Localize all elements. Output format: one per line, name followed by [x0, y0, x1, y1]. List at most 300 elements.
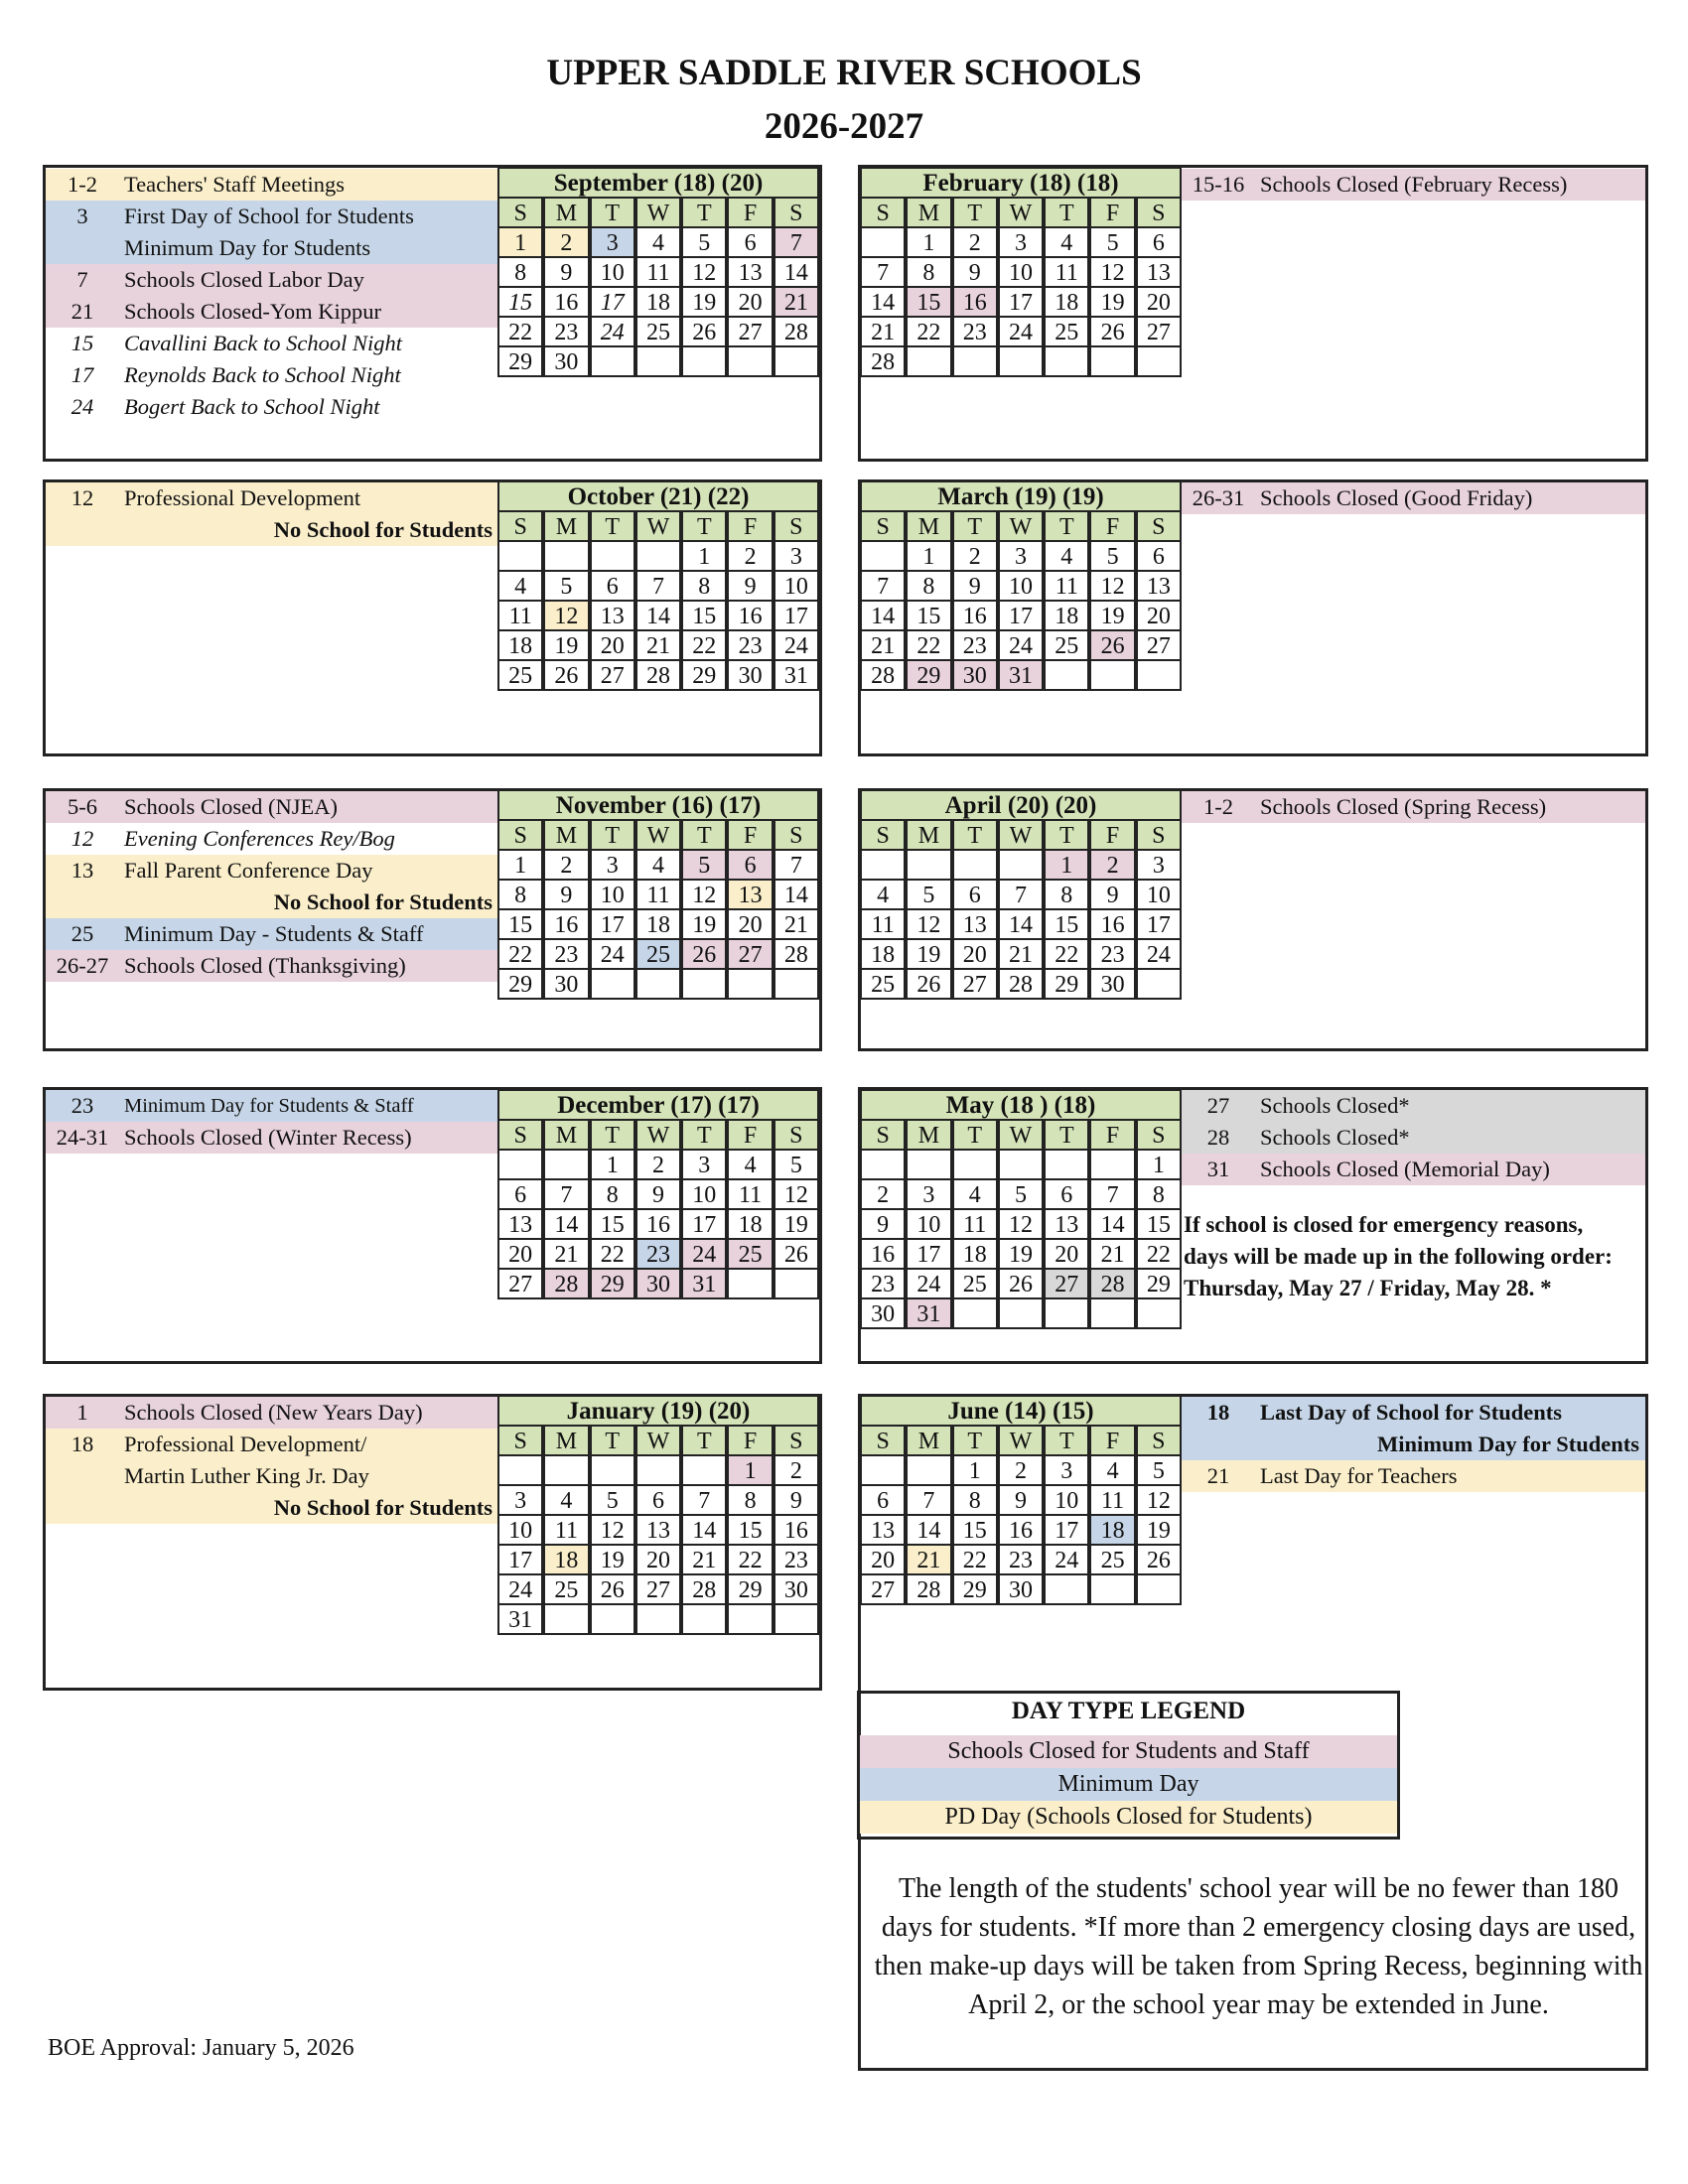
calendar-day: 31: [497, 1603, 543, 1635]
calendar-day: 17: [998, 286, 1044, 318]
calendar-day: 27: [860, 1573, 906, 1605]
empty-cell: [998, 1149, 1044, 1180]
calendar-day: 22: [906, 629, 951, 661]
calendar-day: 3: [497, 1484, 543, 1516]
calendar-day: 10: [590, 879, 635, 910]
calendar-day: 30: [635, 1268, 681, 1299]
calendar-day: 23: [543, 938, 589, 970]
calendar-day: 2: [952, 540, 998, 572]
calendar-day: 30: [543, 968, 589, 1000]
calendar-day: 6: [590, 570, 635, 602]
calendar-day: 7: [860, 570, 906, 602]
weekday-header: W: [635, 1119, 681, 1151]
calendar-day: 31: [774, 659, 819, 691]
calendar-day: 25: [1044, 316, 1089, 347]
event-row: [46, 1492, 498, 1524]
weekday-header: T: [590, 197, 635, 228]
calendar-day: 23: [860, 1268, 906, 1299]
event-date: 23: [70, 1093, 94, 1118]
empty-cell: [1136, 659, 1182, 691]
calendar-day: 18: [727, 1208, 773, 1240]
calendar-day: 2: [543, 226, 589, 258]
calendar-day: 4: [497, 570, 543, 602]
event-text: Last Day for Teachers: [1260, 1463, 1458, 1488]
calendar-day: 8: [681, 570, 727, 602]
empty-cell: [1089, 1297, 1135, 1329]
event-row: [46, 514, 498, 546]
emergency-note: If school is closed for emergency reasons, days will be made up in the following order: Thursday, May 27 / Friday, May 28. *: [1184, 1212, 1613, 1300]
calendar-day: 2: [1089, 849, 1135, 881]
calendar-day: 14: [774, 256, 819, 288]
calendar-day: 14: [998, 908, 1044, 940]
event-row: [46, 887, 498, 918]
event-date: 26-27: [56, 953, 109, 978]
event-text: Cavallini Back to School Night: [124, 331, 402, 355]
calendar-day: 17: [1044, 1514, 1089, 1546]
calendar-day: 25: [543, 1573, 589, 1605]
event-row: [46, 264, 498, 296]
calendar-day: 4: [1044, 540, 1089, 572]
weekday-header: T: [590, 1119, 635, 1151]
calendar-day: 20: [1044, 1238, 1089, 1270]
calendar-day: 25: [860, 968, 906, 1000]
empty-cell: [727, 1603, 773, 1635]
empty-cell: [497, 1454, 543, 1486]
calendar-day: 24: [998, 316, 1044, 347]
calendar-day: 9: [998, 1484, 1044, 1516]
calendar-day: 10: [998, 256, 1044, 288]
calendar-day: 21: [1089, 1238, 1135, 1270]
month-header: March (19) (19): [860, 480, 1182, 512]
empty-cell: [906, 1454, 951, 1486]
weekday-header: M: [906, 197, 951, 228]
calendar-day: 9: [543, 256, 589, 288]
calendar-day: 11: [497, 600, 543, 631]
weekday-header: T: [952, 1119, 998, 1151]
weekday-header: T: [1044, 197, 1089, 228]
calendar-day: 8: [906, 256, 951, 288]
calendar-day: 20: [727, 908, 773, 940]
calendar-day: 29: [1136, 1268, 1182, 1299]
calendar-day: 11: [635, 256, 681, 288]
calendar-day: 3: [590, 849, 635, 881]
empty-cell: [590, 540, 635, 572]
calendar-day: 13: [590, 600, 635, 631]
calendar-day: 15: [1136, 1208, 1182, 1240]
calendar-day: 10: [1136, 879, 1182, 910]
empty-cell: [906, 345, 951, 377]
calendar-day: 10: [998, 570, 1044, 602]
calendar-day: 26: [1089, 316, 1135, 347]
calendar-day: 2: [952, 226, 998, 258]
month-header: October (21) (22): [497, 480, 819, 512]
calendar-day: 7: [998, 879, 1044, 910]
weekday-header: S: [497, 197, 543, 228]
calendar-day: 23: [998, 1544, 1044, 1575]
calendar-day: 24: [998, 629, 1044, 661]
weekday-header: S: [860, 510, 906, 542]
calendar-day: 16: [543, 908, 589, 940]
weekday-header: M: [543, 1119, 589, 1151]
calendar-day: 3: [1136, 849, 1182, 881]
calendar-day: 30: [543, 345, 589, 377]
calendar-day: 27: [727, 316, 773, 347]
calendar-day: 15: [906, 286, 951, 318]
calendar-day: 6: [1136, 226, 1182, 258]
calendar-day: 13: [497, 1208, 543, 1240]
calendar-day: 11: [727, 1178, 773, 1210]
event-date: 31: [1206, 1157, 1230, 1181]
weekday-header: T: [1044, 510, 1089, 542]
event-date: 3: [76, 204, 88, 228]
month-header: September (18) (20): [497, 167, 819, 199]
event-row: [46, 791, 498, 823]
event-text: Reynolds Back to School Night: [124, 362, 401, 387]
calendar-day: 21: [906, 1544, 951, 1575]
event-row: [1182, 1397, 1645, 1429]
calendar-day: 29: [497, 345, 543, 377]
event-text: Schools Closed*: [1260, 1125, 1410, 1150]
weekday-header: S: [774, 1119, 819, 1151]
weekday-header: S: [1136, 819, 1182, 851]
calendar-day: 4: [543, 1484, 589, 1516]
calendar-day: 6: [635, 1484, 681, 1516]
calendar-day: 21: [774, 286, 819, 318]
weekday-header: F: [1089, 1425, 1135, 1456]
calendar-day: 18: [635, 286, 681, 318]
event-date: 26-31: [1192, 485, 1245, 510]
calendar-day: 18: [1089, 1514, 1135, 1546]
calendar-day: 11: [1044, 570, 1089, 602]
calendar-day: 25: [635, 316, 681, 347]
weekday-header: W: [635, 197, 681, 228]
event-text: Minimum Day - Students & Staff: [124, 921, 424, 946]
event-date: 27: [1206, 1093, 1230, 1118]
calendar-day: 3: [906, 1178, 951, 1210]
calendar-day: 5: [998, 1178, 1044, 1210]
calendar-day: 28: [774, 938, 819, 970]
calendar-day: 8: [497, 879, 543, 910]
calendar-day: 1: [497, 226, 543, 258]
empty-cell: [681, 345, 727, 377]
calendar-day: 28: [906, 1573, 951, 1605]
calendar-day: 10: [1044, 1484, 1089, 1516]
empty-cell: [774, 345, 819, 377]
calendar-day: 6: [727, 226, 773, 258]
event-date: 28: [1206, 1125, 1230, 1150]
calendar-day: 21: [681, 1544, 727, 1575]
event-text: Evening Conferences Rey/Bog: [124, 826, 395, 851]
calendar-day: 11: [543, 1514, 589, 1546]
calendar-day: 30: [952, 659, 998, 691]
calendar-day: 30: [774, 1573, 819, 1605]
event-row: [46, 201, 498, 232]
empty-cell: [590, 345, 635, 377]
event-date: 15-16: [1192, 172, 1245, 197]
calendar-day: 1: [1044, 849, 1089, 881]
empty-cell: [635, 1603, 681, 1635]
calendar-day: 5: [1136, 1454, 1182, 1486]
event-row: [46, 232, 498, 264]
calendar-day: 27: [1136, 629, 1182, 661]
calendar-day: 7: [543, 1178, 589, 1210]
event-row: [46, 1429, 498, 1460]
calendar-day: 14: [681, 1514, 727, 1546]
calendar-day: 6: [860, 1484, 906, 1516]
calendar-day: 27: [497, 1268, 543, 1299]
calendar-day: 28: [998, 968, 1044, 1000]
event-text: First Day of School for Students: [124, 204, 414, 228]
empty-cell: [635, 345, 681, 377]
calendar-day: 20: [635, 1544, 681, 1575]
weekday-header: S: [497, 1119, 543, 1151]
calendar-day: 24: [681, 1238, 727, 1270]
weekday-header: S: [1136, 510, 1182, 542]
event-date: 5-6: [68, 794, 97, 819]
weekday-header: T: [1044, 1119, 1089, 1151]
calendar-day: 1: [590, 1149, 635, 1180]
calendar-day: 17: [590, 908, 635, 940]
empty-cell: [543, 540, 589, 572]
calendar-day: 12: [1089, 256, 1135, 288]
day-type-legend: [857, 1691, 1400, 1840]
weekday-header: S: [860, 1425, 906, 1456]
calendar-day: 15: [497, 286, 543, 318]
calendar-day: 23: [952, 316, 998, 347]
event-text: Professional Development/: [124, 1432, 367, 1456]
event-row: [1182, 1460, 1645, 1492]
calendar-day: 4: [952, 1178, 998, 1210]
calendar-day: 8: [1136, 1178, 1182, 1210]
calendar-day: 25: [1089, 1544, 1135, 1575]
calendar-day: 30: [1089, 968, 1135, 1000]
calendar-day: 27: [952, 968, 998, 1000]
weekday-header: F: [727, 819, 773, 851]
calendar-day: 6: [497, 1178, 543, 1210]
empty-cell: [1136, 968, 1182, 1000]
calendar-day: 2: [774, 1454, 819, 1486]
empty-cell: [681, 1603, 727, 1635]
calendar-day: 12: [543, 600, 589, 631]
calendar-day: 9: [635, 1178, 681, 1210]
calendar-day: 4: [1089, 1454, 1135, 1486]
empty-cell: [860, 540, 906, 572]
calendar-day: 23: [1089, 938, 1135, 970]
calendar-day: 16: [635, 1208, 681, 1240]
weekday-header: M: [906, 1119, 951, 1151]
event-row: [46, 950, 498, 982]
calendar-day: 7: [1089, 1178, 1135, 1210]
weekday-header: T: [681, 1425, 727, 1456]
empty-cell: [952, 1297, 998, 1329]
event-row: [1182, 1429, 1645, 1460]
event-date: 1: [76, 1400, 88, 1425]
empty-cell: [952, 1149, 998, 1180]
calendar-day: 28: [681, 1573, 727, 1605]
calendar-day: 12: [681, 256, 727, 288]
calendar-day: 24: [590, 316, 635, 347]
empty-cell: [1089, 1149, 1135, 1180]
weekday-header: F: [727, 510, 773, 542]
calendar-day: 7: [635, 570, 681, 602]
weekday-header: F: [1089, 819, 1135, 851]
calendar-day: 26: [906, 968, 951, 1000]
calendar-day: 16: [952, 286, 998, 318]
calendar-day: 2: [727, 540, 773, 572]
calendar-day: 15: [952, 1514, 998, 1546]
school-year-footnote: The length of the students' school year will be no fewer than 180 days for students. *If more than 2 emergency closing days are used, then make-up days will be taken from Spring Recess, beginning with April 2, or the school year may be extended in June.: [874, 1873, 1643, 2020]
calendar-day: 26: [1136, 1544, 1182, 1575]
event-text: Schools Closed (Thanksgiving): [124, 953, 406, 978]
event-row: [46, 918, 498, 950]
event-text: Minimum Day for Students: [1377, 1432, 1639, 1456]
empty-cell: [1089, 1573, 1135, 1605]
calendar-day: 8: [590, 1178, 635, 1210]
calendar-day: 20: [497, 1238, 543, 1270]
event-date: 12: [70, 826, 94, 851]
event-date: 24: [70, 394, 94, 419]
event-date: 25: [70, 921, 94, 946]
calendar-day: 15: [727, 1514, 773, 1546]
weekday-header: S: [497, 1425, 543, 1456]
event-row: [1182, 1090, 1645, 1122]
calendar-day: 19: [543, 629, 589, 661]
calendar-day: 1: [906, 540, 951, 572]
calendar-day: 19: [906, 938, 951, 970]
empty-cell: [952, 345, 998, 377]
calendar-day: 5: [681, 226, 727, 258]
event-text: Fall Parent Conference Day: [124, 858, 373, 883]
calendar-day: 17: [590, 286, 635, 318]
calendar-day: 18: [497, 629, 543, 661]
calendar-day: 20: [590, 629, 635, 661]
weekday-header: F: [727, 197, 773, 228]
calendar-day: 22: [1136, 1238, 1182, 1270]
calendar-day: 23: [727, 629, 773, 661]
calendar-day: 14: [1089, 1208, 1135, 1240]
weekday-header: T: [681, 197, 727, 228]
weekday-header: S: [860, 819, 906, 851]
calendar-day: 19: [1089, 600, 1135, 631]
calendar-day: 13: [635, 1514, 681, 1546]
weekday-header: T: [590, 819, 635, 851]
empty-cell: [497, 1149, 543, 1180]
legend-minimum: Minimum Day: [860, 1768, 1397, 1801]
weekday-header: S: [497, 510, 543, 542]
calendar-day: 26: [1089, 629, 1135, 661]
weekday-header: W: [998, 1119, 1044, 1151]
month-header: June (14) (15): [860, 1395, 1182, 1427]
calendar-day: 6: [1136, 540, 1182, 572]
weekday-header: T: [1044, 819, 1089, 851]
boe-approval: BOE Approval: January 5, 2026: [48, 2035, 354, 2061]
legend-title: DAY TYPE LEGEND: [1011, 1698, 1246, 1724]
empty-cell: [952, 849, 998, 881]
empty-cell: [727, 1268, 773, 1299]
weekday-header: F: [727, 1119, 773, 1151]
calendar-day: 6: [1044, 1178, 1089, 1210]
empty-cell: [497, 540, 543, 572]
event-text: Schools Closed (February Recess): [1260, 172, 1568, 197]
empty-cell: [1136, 1297, 1182, 1329]
calendar-day: 30: [860, 1297, 906, 1329]
school-year: 2026-2027: [764, 106, 924, 147]
calendar-day: 11: [952, 1208, 998, 1240]
weekday-header: W: [635, 510, 681, 542]
calendar-day: 1: [681, 540, 727, 572]
calendar-day: 13: [952, 908, 998, 940]
empty-cell: [543, 1149, 589, 1180]
calendar-day: 18: [860, 938, 906, 970]
empty-cell: [590, 968, 635, 1000]
weekday-header: F: [1089, 197, 1135, 228]
calendar-day: 11: [860, 908, 906, 940]
calendar-day: 9: [860, 1208, 906, 1240]
event-row: [1182, 791, 1645, 823]
calendar-day: 24: [774, 629, 819, 661]
calendar-day: 18: [1044, 600, 1089, 631]
calendar-day: 8: [727, 1484, 773, 1516]
empty-cell: [635, 540, 681, 572]
calendar-day: 29: [952, 1573, 998, 1605]
weekday-header: S: [774, 197, 819, 228]
calendar-day: 25: [1044, 629, 1089, 661]
calendar-day: 19: [774, 1208, 819, 1240]
event-date: 1-2: [68, 172, 97, 197]
calendar-day: 17: [1136, 908, 1182, 940]
calendar-day: 13: [860, 1514, 906, 1546]
calendar-day: 19: [681, 286, 727, 318]
weekday-header: T: [681, 819, 727, 851]
weekday-header: M: [543, 510, 589, 542]
calendar-day: 2: [860, 1178, 906, 1210]
calendar-day: 27: [727, 938, 773, 970]
calendar-day: 5: [681, 849, 727, 881]
calendar-day: 10: [497, 1514, 543, 1546]
weekday-header: S: [1136, 197, 1182, 228]
event-row: [1182, 482, 1645, 514]
calendar-day: 16: [998, 1514, 1044, 1546]
calendar-day: 8: [497, 256, 543, 288]
event-date: 18: [70, 1432, 94, 1456]
calendar-day: 5: [590, 1484, 635, 1516]
empty-cell: [1044, 1149, 1089, 1180]
weekday-header: T: [590, 510, 635, 542]
empty-cell: [543, 1603, 589, 1635]
event-row: [46, 1397, 498, 1429]
calendar-day: 17: [774, 600, 819, 631]
calendar-day: 17: [998, 600, 1044, 631]
calendar-day: 5: [543, 570, 589, 602]
calendar-day: 6: [727, 849, 773, 881]
weekday-header: T: [1044, 1425, 1089, 1456]
calendar-day: 29: [590, 1268, 635, 1299]
month-header: May (18 ) (18): [860, 1089, 1182, 1121]
weekday-header: T: [952, 1425, 998, 1456]
weekday-header: W: [998, 1425, 1044, 1456]
calendar-day: 7: [774, 849, 819, 881]
calendar-day: 18: [543, 1544, 589, 1575]
calendar-day: 26: [681, 316, 727, 347]
calendar-day: 1: [906, 226, 951, 258]
event-date: 21: [1206, 1463, 1230, 1488]
event-text: Teachers' Staff Meetings: [124, 172, 345, 197]
weekday-header: T: [952, 510, 998, 542]
calendar-day: 9: [952, 256, 998, 288]
event-row: [46, 296, 498, 328]
empty-cell: [590, 1454, 635, 1486]
calendar-day: 24: [497, 1573, 543, 1605]
